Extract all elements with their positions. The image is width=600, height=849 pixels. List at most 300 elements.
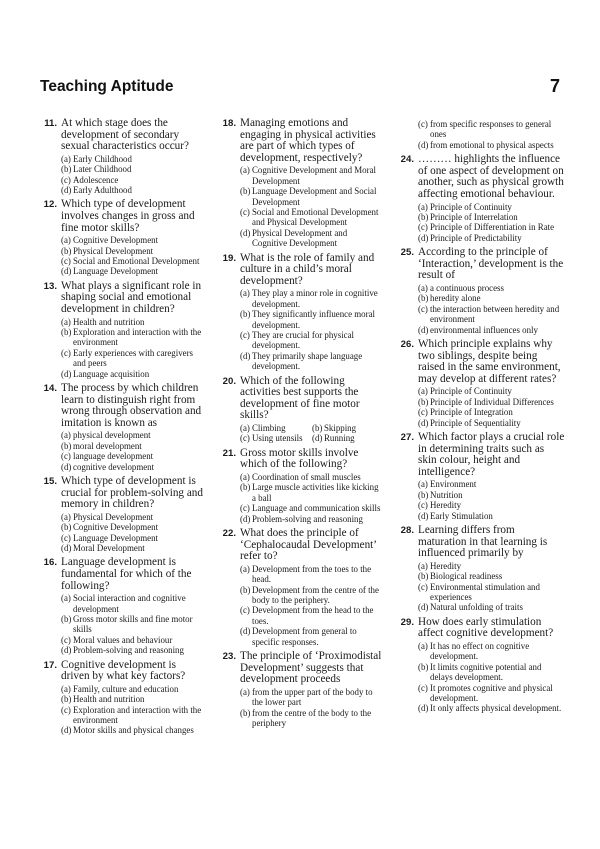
question-text: ……… highlights the influence of one aspect of development on another, such as physical growth affecting emotional behaviour. xyxy=(418,153,564,200)
question-text: Which type of development involves changes in gross and fine motor skills? xyxy=(61,198,195,234)
answer-option xyxy=(240,687,382,708)
answer-option xyxy=(61,266,203,276)
option-label: (d) xyxy=(418,324,429,335)
answer-option xyxy=(240,207,382,228)
option-text: Nutrition xyxy=(430,489,463,500)
option-label: (d) xyxy=(418,602,429,613)
option-text: from specific responses to general ones xyxy=(430,119,552,140)
option-text: language development xyxy=(73,451,154,462)
option-text: It has no effect on cognitive development. xyxy=(430,641,530,662)
option-text: Exploration and interaction with the environment xyxy=(73,704,202,726)
question-item xyxy=(395,617,565,714)
option-label: (c) xyxy=(418,303,428,314)
answer-option xyxy=(240,330,382,351)
question-item xyxy=(38,199,203,276)
answer-option xyxy=(418,407,565,417)
option-text: It limits cognitive potential and delays development. xyxy=(430,661,542,683)
option-text: Heredity xyxy=(430,560,462,571)
answer-option xyxy=(61,175,203,185)
answer-option xyxy=(418,511,565,521)
option-text: It promotes cognitive and physical development. xyxy=(430,682,553,704)
question-item xyxy=(217,376,382,444)
option-text: Biological readiness xyxy=(430,571,503,582)
option-label: (b) xyxy=(418,571,429,582)
question-text: What does the principle of ‘Cephalocaudal Development’ refer to? xyxy=(240,527,377,563)
answer-option xyxy=(61,327,203,348)
answer-option xyxy=(418,222,565,232)
option-text: Principle of Predictability xyxy=(430,232,522,243)
answer-option xyxy=(61,533,203,543)
section-title: Teaching Aptitude xyxy=(40,78,174,95)
option-label: (d) xyxy=(418,232,429,243)
answer-option xyxy=(61,522,203,532)
option-text: Principle of Interrelation xyxy=(430,212,518,222)
answer-option xyxy=(418,212,565,222)
question-item xyxy=(395,525,565,613)
option-text: Development from the head to the toes. xyxy=(252,605,374,626)
question-number: 20. xyxy=(222,375,236,387)
option-label: (a) xyxy=(61,235,71,246)
option-text: They are crucial for physical development. xyxy=(252,330,355,351)
question-item xyxy=(38,281,203,379)
option-list xyxy=(240,564,382,647)
question-number: 23. xyxy=(222,651,236,663)
option-label: (b) xyxy=(240,309,251,320)
option-label: (c) xyxy=(418,500,428,511)
answer-option xyxy=(418,561,565,571)
option-text: the interaction between heredity and environment xyxy=(430,303,560,325)
answer-option xyxy=(61,369,203,379)
option-list xyxy=(418,479,565,521)
option-label: (c) xyxy=(418,222,428,233)
answer-option xyxy=(61,645,203,655)
option-list xyxy=(61,235,203,277)
option-text: Language Development xyxy=(73,532,159,543)
option-list xyxy=(61,430,203,472)
question-text: Gross motor skills involve which of the following? xyxy=(240,446,359,471)
option-label: (c) xyxy=(61,704,71,715)
answer-option xyxy=(61,684,203,694)
option-text: It only affects physical development. xyxy=(430,703,562,714)
option-label: (d) xyxy=(418,417,429,428)
option-text: Principle of Continuity xyxy=(430,386,512,397)
question-item xyxy=(217,118,382,249)
option-label: (c) xyxy=(61,347,71,358)
option-text: Social and Emotional Development xyxy=(73,256,200,266)
question-number: 18. xyxy=(222,118,236,129)
option-list xyxy=(240,165,382,248)
option-text: Environment xyxy=(430,479,477,490)
option-label: (b) xyxy=(418,212,429,222)
answer-option xyxy=(240,423,312,433)
option-label: (c) xyxy=(418,119,428,129)
option-label: (d) xyxy=(240,513,251,524)
option-text: They play a minor role in cognitive development. xyxy=(252,288,378,309)
question-item xyxy=(38,660,203,736)
option-label: (b) xyxy=(418,396,429,407)
option-text: Cognitive Development xyxy=(73,235,159,246)
option-text: Principle of Individual Differences xyxy=(430,396,554,407)
option-label: (b) xyxy=(61,522,72,533)
option-text: Moral Development xyxy=(73,543,145,554)
answer-option xyxy=(61,451,203,461)
question-text: The process by which children learn to distinguish right from wrong through observation and imitation is known as xyxy=(61,382,202,429)
option-label: (b) xyxy=(61,614,72,625)
option-label: (d) xyxy=(418,703,429,714)
option-text: moral development xyxy=(73,440,142,451)
option-text: Problem-solving and reasoning xyxy=(73,645,184,656)
option-label: (c) xyxy=(61,634,71,645)
question-number: 15. xyxy=(43,476,57,488)
question-item xyxy=(217,448,382,524)
answer-option xyxy=(61,154,203,164)
option-label: (c) xyxy=(418,682,428,693)
option-label: (a) xyxy=(61,316,71,327)
answer-option xyxy=(418,304,565,325)
option-text: Cognitive Development and Moral Development xyxy=(252,165,376,186)
option-list xyxy=(61,684,203,736)
option-label: (d) xyxy=(240,227,251,238)
answer-option xyxy=(418,397,565,407)
question-item xyxy=(395,339,565,428)
option-list xyxy=(418,561,565,613)
option-text: Environmental stimulation and experiences xyxy=(430,581,540,603)
option-label: (a) xyxy=(61,511,71,522)
question-number: 29. xyxy=(400,616,414,628)
answer-option xyxy=(418,602,565,612)
option-text: Physical Development xyxy=(73,245,154,256)
option-text: Exploration and interaction with the environment xyxy=(73,327,202,348)
option-label: (a) xyxy=(240,288,250,299)
option-label: (a) xyxy=(61,430,71,441)
answer-option xyxy=(61,635,203,645)
answer-option xyxy=(61,725,203,735)
option-text: cognitive development xyxy=(73,461,155,472)
option-list xyxy=(61,512,203,554)
option-text: Health and nutrition xyxy=(73,316,145,327)
question-text: According to the principle of ‘Interaction,’ development is the result of xyxy=(418,246,564,282)
option-label: (d) xyxy=(61,645,72,656)
answer-option xyxy=(61,462,203,472)
option-text: Development from the toes to the head. xyxy=(252,563,372,585)
answer-option xyxy=(418,582,565,603)
question-item xyxy=(217,651,382,728)
answer-option xyxy=(240,585,382,606)
option-label: (a) xyxy=(61,153,71,164)
column-1 xyxy=(38,118,203,740)
option-label: (c) xyxy=(418,581,428,592)
option-text: Natural unfolding of traits xyxy=(430,602,523,613)
option-label: (a) xyxy=(61,593,71,604)
option-text: Using utensils xyxy=(252,433,303,444)
answer-option xyxy=(418,571,565,581)
option-label: (c) xyxy=(240,330,250,341)
option-text: Principle of Continuity xyxy=(430,201,512,212)
answer-option xyxy=(418,386,565,396)
answer-option xyxy=(418,683,565,704)
option-text: environmental influences only xyxy=(430,324,538,335)
answer-option xyxy=(418,500,565,510)
question-number: 28. xyxy=(400,525,414,537)
option-label: (a) xyxy=(61,683,71,694)
option-label: (d) xyxy=(312,433,323,444)
answer-option xyxy=(418,283,565,293)
option-label: (b) xyxy=(418,489,429,500)
answer-option xyxy=(61,543,203,553)
question-text: Which type of development is crucial for problem-solving and memory in children? xyxy=(61,475,203,511)
answer-option xyxy=(61,430,203,440)
option-label: (c) xyxy=(240,503,250,514)
option-text: Climbing xyxy=(252,423,286,434)
option-text: Language Development and Social Development xyxy=(252,186,377,207)
option-label: (b) xyxy=(61,694,72,705)
column-2 xyxy=(217,118,382,733)
option-label: (d) xyxy=(418,510,429,521)
option-label: (a) xyxy=(418,201,428,212)
question-text: Cognitive development is driven by what key factors? xyxy=(61,658,186,683)
option-text: Family, culture and education xyxy=(73,683,179,694)
option-list xyxy=(240,423,382,444)
answer-option xyxy=(240,564,382,585)
option-text: They primarily shape language development. xyxy=(252,350,363,372)
question-number: 16. xyxy=(43,557,57,569)
option-list xyxy=(61,154,203,196)
option-label: (c) xyxy=(240,433,250,444)
question-item xyxy=(38,557,203,655)
answer-option xyxy=(418,202,565,212)
option-label: (d) xyxy=(61,461,72,472)
option-label: (a) xyxy=(240,563,250,574)
option-label: (a) xyxy=(418,560,428,571)
answer-option xyxy=(418,325,565,335)
question-continuation xyxy=(395,119,565,150)
question-number: 11. xyxy=(44,118,57,129)
option-list xyxy=(418,119,565,150)
question-item xyxy=(217,528,382,647)
answer-option xyxy=(240,309,382,330)
question-text: Which principle explains why two siblings, despite being raised in the same environment, may develop at different rates? xyxy=(418,338,561,385)
option-text: Coordination of small muscles xyxy=(252,472,361,483)
option-label: (a) xyxy=(418,386,428,397)
option-text: Development from the centre of the body to the periphery. xyxy=(252,584,379,606)
page-header xyxy=(40,78,560,100)
option-text: Early Stimulation xyxy=(430,510,493,521)
option-text: physical development xyxy=(73,430,151,441)
answer-option xyxy=(418,662,565,683)
question-number: 13. xyxy=(43,280,57,292)
option-label: (a) xyxy=(240,472,250,483)
answer-option xyxy=(418,490,565,500)
option-label: (a) xyxy=(418,283,428,293)
question-number: 22. xyxy=(222,528,236,540)
option-text: Principle of Integration xyxy=(430,407,513,418)
option-list xyxy=(418,283,565,335)
answer-option xyxy=(61,614,203,635)
answer-option xyxy=(240,503,382,513)
option-text: from emotional to physical aspects xyxy=(430,139,554,150)
answer-option xyxy=(61,441,203,451)
option-text: Social interaction and cognitive development xyxy=(73,593,186,614)
option-label: (c) xyxy=(61,256,71,266)
option-text: Heredity xyxy=(430,500,462,511)
answer-option xyxy=(61,164,203,174)
option-label: (a) xyxy=(240,165,250,176)
option-label: (b) xyxy=(240,186,251,197)
option-text: They significantly influence moral development. xyxy=(252,309,375,330)
answer-option xyxy=(240,186,382,207)
option-label: (b) xyxy=(61,164,72,175)
column-3 xyxy=(395,118,565,718)
question-text: Which factor plays a crucial role in determining traits such as skin colour, height and intelligence? xyxy=(418,431,565,478)
answer-option xyxy=(240,514,382,524)
option-text: Problem-solving and reasoning xyxy=(252,513,363,524)
answer-option xyxy=(61,317,203,327)
question-text: Language development is fundamental for which of the following? xyxy=(61,556,192,592)
option-text: Physical Development xyxy=(73,511,154,522)
option-text: Moral values and behaviour xyxy=(73,634,173,645)
option-label: (b) xyxy=(61,245,72,256)
answer-option xyxy=(418,119,565,140)
question-item xyxy=(395,154,565,243)
answer-option xyxy=(312,433,382,443)
option-list xyxy=(418,386,565,428)
option-label: (c) xyxy=(61,174,71,185)
option-text: Large muscle activities like kicking a ball xyxy=(252,482,379,503)
question-number: 14. xyxy=(43,383,57,395)
answer-option xyxy=(418,418,565,428)
option-list xyxy=(61,593,203,655)
question-number: 21. xyxy=(222,447,236,459)
option-text: a continuous process xyxy=(430,283,504,293)
answer-option xyxy=(418,233,565,243)
question-number: 17. xyxy=(43,659,57,671)
question-item xyxy=(38,383,203,472)
question-number: 24. xyxy=(400,154,414,166)
option-label: (c) xyxy=(418,407,428,418)
question-number: 25. xyxy=(400,247,414,259)
option-list xyxy=(240,687,382,729)
question-item xyxy=(395,247,565,335)
option-label: (c) xyxy=(240,207,250,217)
option-list xyxy=(61,317,203,379)
option-list xyxy=(240,472,382,524)
answer-option xyxy=(240,351,382,372)
option-text: Physical Development and Cognitive Development xyxy=(252,227,348,249)
answer-option xyxy=(240,288,382,309)
answer-option xyxy=(61,256,203,266)
option-text: Principle of Differentiation in Rate xyxy=(430,222,555,233)
option-label: (c) xyxy=(240,605,250,616)
option-text: Language and communication skills xyxy=(252,503,381,514)
option-label: (c) xyxy=(61,451,71,462)
option-text: Social and Emotional Development and Physical Development xyxy=(252,207,379,228)
option-label: (d) xyxy=(240,626,251,637)
option-label: (b) xyxy=(240,482,251,493)
answer-option xyxy=(418,479,565,489)
option-label: (b) xyxy=(418,661,429,672)
option-text: Principle of Sequentiality xyxy=(430,417,521,428)
question-item xyxy=(38,118,203,195)
option-text: Early experiences with caregivers and peers xyxy=(73,347,193,369)
answer-option xyxy=(61,593,203,614)
question-item xyxy=(217,253,382,372)
answer-option xyxy=(240,708,382,729)
option-list xyxy=(418,202,565,244)
answer-option xyxy=(61,235,203,245)
answer-option xyxy=(240,165,382,186)
answer-option xyxy=(312,423,382,433)
answer-option xyxy=(240,482,382,503)
answer-option xyxy=(61,705,203,726)
option-text: Language Development xyxy=(73,266,159,277)
option-text: from the centre of the body to the periphery xyxy=(252,707,372,729)
option-text: Running xyxy=(324,433,355,444)
option-text: Skipping xyxy=(324,423,357,434)
question-text: How does early stimulation affect cognitive development? xyxy=(418,615,554,640)
question-text: At which stage does the development of secondary sexual characteristics occur? xyxy=(61,117,189,153)
option-label: (b) xyxy=(240,584,251,595)
option-label: (a) xyxy=(240,686,250,697)
option-label: (a) xyxy=(418,641,428,652)
answer-option xyxy=(240,626,382,647)
answer-option xyxy=(418,641,565,662)
option-label: (d) xyxy=(61,725,72,736)
question-text: Managing emotions and engaging in physical activities are part of which types of development, respectively? xyxy=(240,117,376,164)
option-text: Early Childhood xyxy=(73,153,132,164)
question-text: The principle of ‘Proximodistal Development’ suggests that development proceeds xyxy=(240,650,382,686)
answer-option xyxy=(61,185,203,195)
option-text: Later Childhood xyxy=(73,164,132,175)
page-number: 7 xyxy=(549,76,560,96)
option-label: (d) xyxy=(240,350,251,361)
option-label: (d) xyxy=(61,543,72,554)
option-text: Health and nutrition xyxy=(73,694,145,705)
option-text: Motor skills and physical changes xyxy=(73,725,194,736)
option-label: (b) xyxy=(61,440,72,451)
option-text: Cognitive Development xyxy=(73,522,159,533)
answer-option xyxy=(418,703,565,713)
answer-option xyxy=(418,140,565,150)
question-number: 27. xyxy=(400,432,414,444)
answer-option xyxy=(61,512,203,522)
option-text: from the upper part of the body to the lower part xyxy=(252,686,373,708)
option-list xyxy=(418,641,565,714)
answer-option xyxy=(240,472,382,482)
question-item xyxy=(38,476,203,553)
answer-option xyxy=(61,246,203,256)
option-text: Language acquisition xyxy=(73,368,150,379)
question-text: What plays a significant role in shaping social and emotional development in children? xyxy=(61,279,202,315)
question-number: 12. xyxy=(43,199,57,211)
answer-option xyxy=(240,228,382,249)
option-label: (c) xyxy=(61,532,71,543)
option-list xyxy=(240,288,382,371)
option-label: (a) xyxy=(418,479,428,490)
option-label: (b) xyxy=(61,327,72,337)
question-text: Learning differs from maturation in that learning is influenced primarily by xyxy=(418,524,548,560)
question-item xyxy=(395,432,565,521)
question-number: 26. xyxy=(400,339,414,351)
option-label: (b) xyxy=(312,423,323,434)
answer-option xyxy=(418,293,565,303)
answer-option xyxy=(61,348,203,369)
answer-option xyxy=(240,433,312,443)
option-label: (b) xyxy=(240,707,251,718)
option-text: heredity alone xyxy=(430,293,481,304)
option-label: (d) xyxy=(61,185,72,195)
option-text: Gross motor skills and fine motor skills xyxy=(73,614,193,635)
option-label: (d) xyxy=(418,139,429,150)
